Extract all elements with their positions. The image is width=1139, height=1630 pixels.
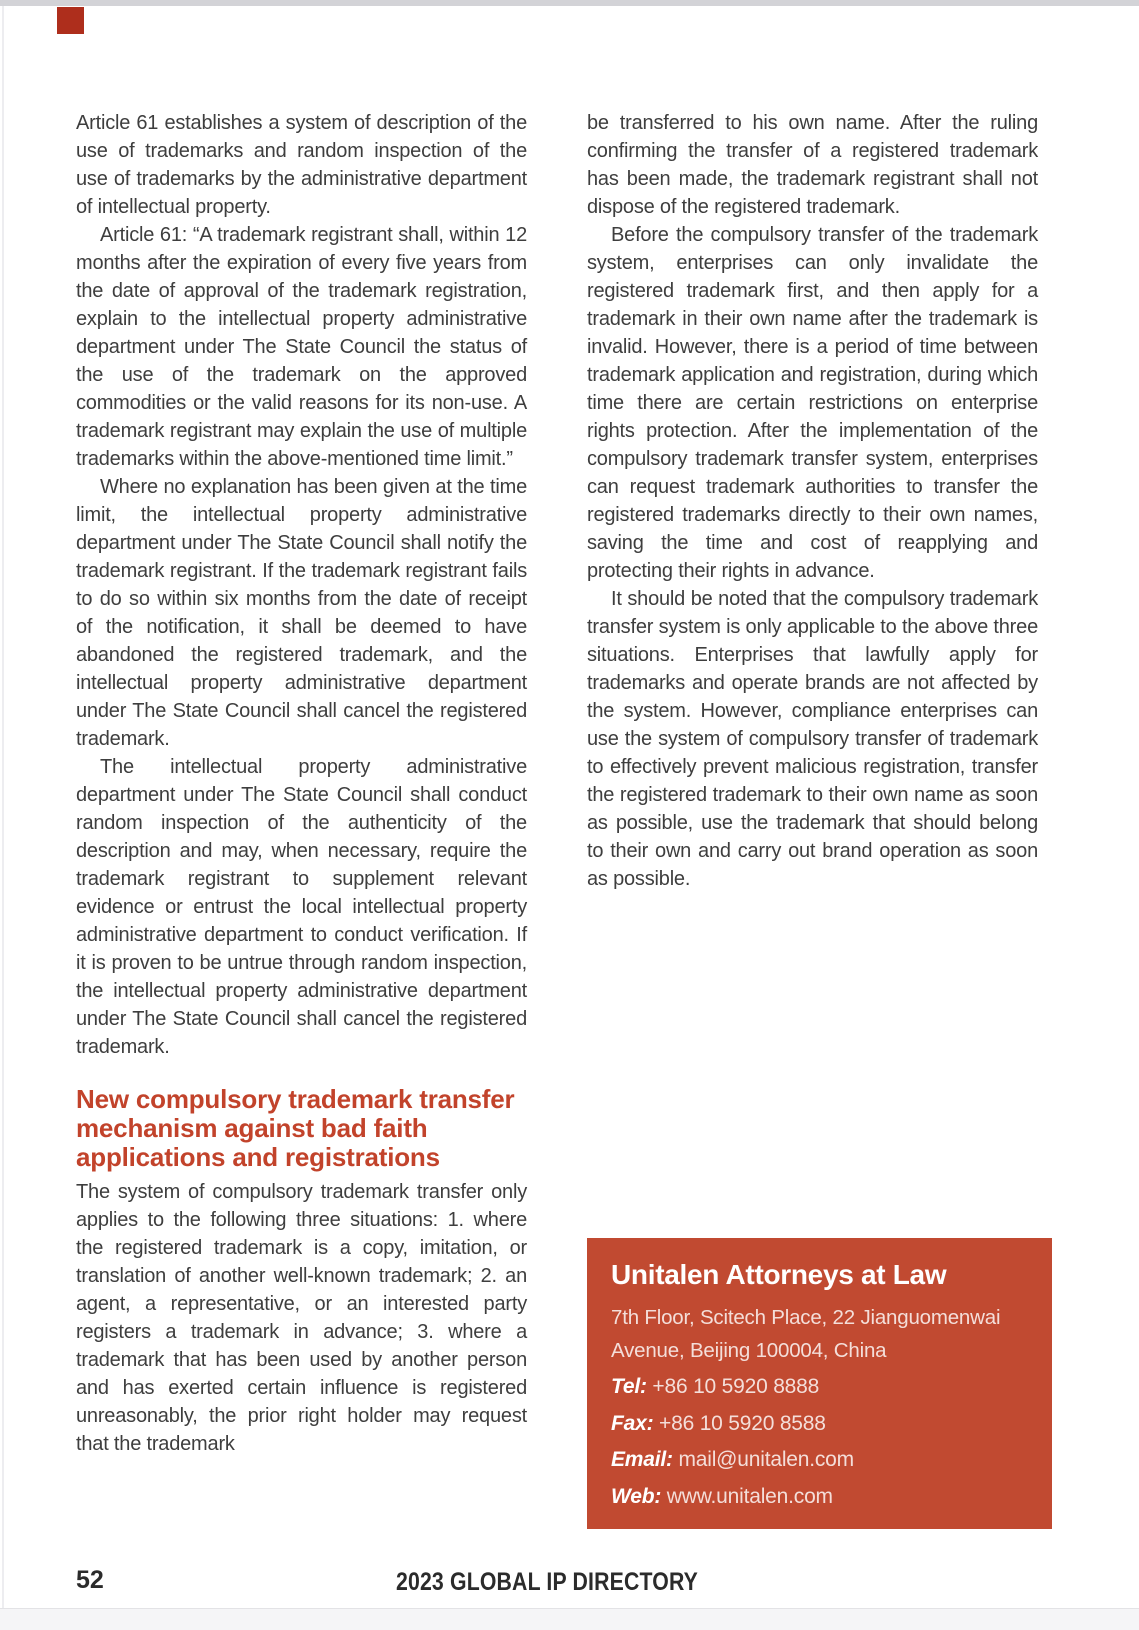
- article-paragraph: Before the compulsory transfer of the trademark system, enterprises can only invalidate the registered trademark first, and then apply for a trademark in their own name after the trademark is invalid. However, there is a period of time between trademark application and registration, during which time there are certain restrictions on enterprise rights protection. After the implementation of the compulsory trademark transfer system, enterprises can request trademark authorities to transfer the registered trademarks directly to their own names, saving the time and cost of reapplying and protecting their rights in advance.: [587, 224, 1038, 582]
- article-paragraph: Where no explanation has been given at the time limit, the intellectual property administrative department under The State Council shall notify the trademark registrant. If the trademark registrant fails to do so within six months from the date of receipt of the notification, it shall be deemed to have abandoned the registered trademark, and the intellectual property administrative department under The State Council shall cancel the registered trademark.: [76, 476, 527, 750]
- contact-row-fax: [611, 1406, 1028, 1443]
- web-value: www.unitalen.com: [666, 1484, 833, 1508]
- firm-address: [611, 1301, 1028, 1367]
- contact-rows: [611, 1369, 1028, 1515]
- article-right-column: [587, 109, 1038, 893]
- contact-row-web: [611, 1479, 1028, 1516]
- article-paragraph: Article 61 establishes a system of description of the use of trademarks and random inspection of the use of trademarks by the administrative department of intellectual property.: [76, 112, 527, 218]
- page-left-edge: [2, 6, 4, 1630]
- contact-row-email: [611, 1442, 1028, 1479]
- page-top-edge: [0, 0, 1139, 6]
- page-number: 52: [76, 1566, 104, 1594]
- section-marker-square: [57, 7, 84, 34]
- address-line: 7th Floor, Scitech Place, 22 Jianguomenwai: [611, 1306, 1001, 1329]
- article-paragraph: be transferred to his own name. After the ruling confirming the transfer of a registered trademark has been made, the trademark registrant shall not dispose of the registered trademark.: [587, 112, 1038, 218]
- contact-row-tel: [611, 1369, 1028, 1406]
- contact-card: [587, 1238, 1052, 1529]
- fax-value: +86 10 5920 8588: [659, 1411, 826, 1435]
- email-value: mail@unitalen.com: [678, 1448, 854, 1471]
- web-label: Web:: [611, 1484, 662, 1508]
- tel-label: Tel:: [611, 1375, 647, 1398]
- section-heading: New compulsory trademark transfer mechanism against bad faith applications and registrations: [76, 1084, 515, 1172]
- fax-label: Fax:: [611, 1411, 654, 1435]
- email-label: Email:: [611, 1448, 673, 1471]
- tel-value: +86 10 5920 8888: [652, 1375, 820, 1398]
- article-paragraph: Article 61: “A trademark registrant shall, within 12 months after the expiration of every five years from the date of approval of the trademark registration, explain to the intellectual property administrative department under The State Council the status of the use of the trademark on the approved commodities or the valid reasons for its non-use. A trademark registrant may explain the use of multiple trademarks within the above-mentioned time limit.”: [76, 224, 527, 470]
- address-line: Avenue, Beijing 100004, China: [611, 1339, 887, 1362]
- footer-title: 2023 GLOBAL IP DIRECTORY: [395, 1568, 699, 1596]
- page-bottom-edge: [0, 1608, 1139, 1630]
- article-left-column: [76, 109, 527, 1458]
- article-paragraph: The intellectual property administrative department under The State Council shall conduct random inspection of the authenticity of the description and may, when necessary, require the trademark registrant to supplement relevant evidence or entrust the local intellectual property administrative department to conduct verification. If it is proven to be untrue through random inspection, the intellectual property administrative department under The State Council shall cancel the registered trademark.: [76, 756, 527, 1058]
- article-paragraph: It should be noted that the compulsory trademark transfer system is only applicable to the above three situations. Enterprises that lawfully apply for trademarks and operate brands are not affected by the system. However, compliance enterprises can use the system of compulsory transfer of trademark to effectively prevent malicious registration, transfer the registered trademark to their own name as soon as possible, use the trademark that should belong to their own and carry out brand operation as soon as possible.: [587, 588, 1038, 890]
- firm-name: Unitalen Attorneys at Law: [611, 1259, 947, 1290]
- article-paragraph: The system of compulsory trademark transfer only applies to the following three situations: 1. where the registered trademark is a copy, imitation, or translation of another well-known trademark; 2. an agent, a representative, or an interested party registers a trademark in advance; 3. where a trademark that has been used by another person and has exerted certain influence is registered unreasonably, the prior right holder may request that the trademark: [76, 1181, 527, 1455]
